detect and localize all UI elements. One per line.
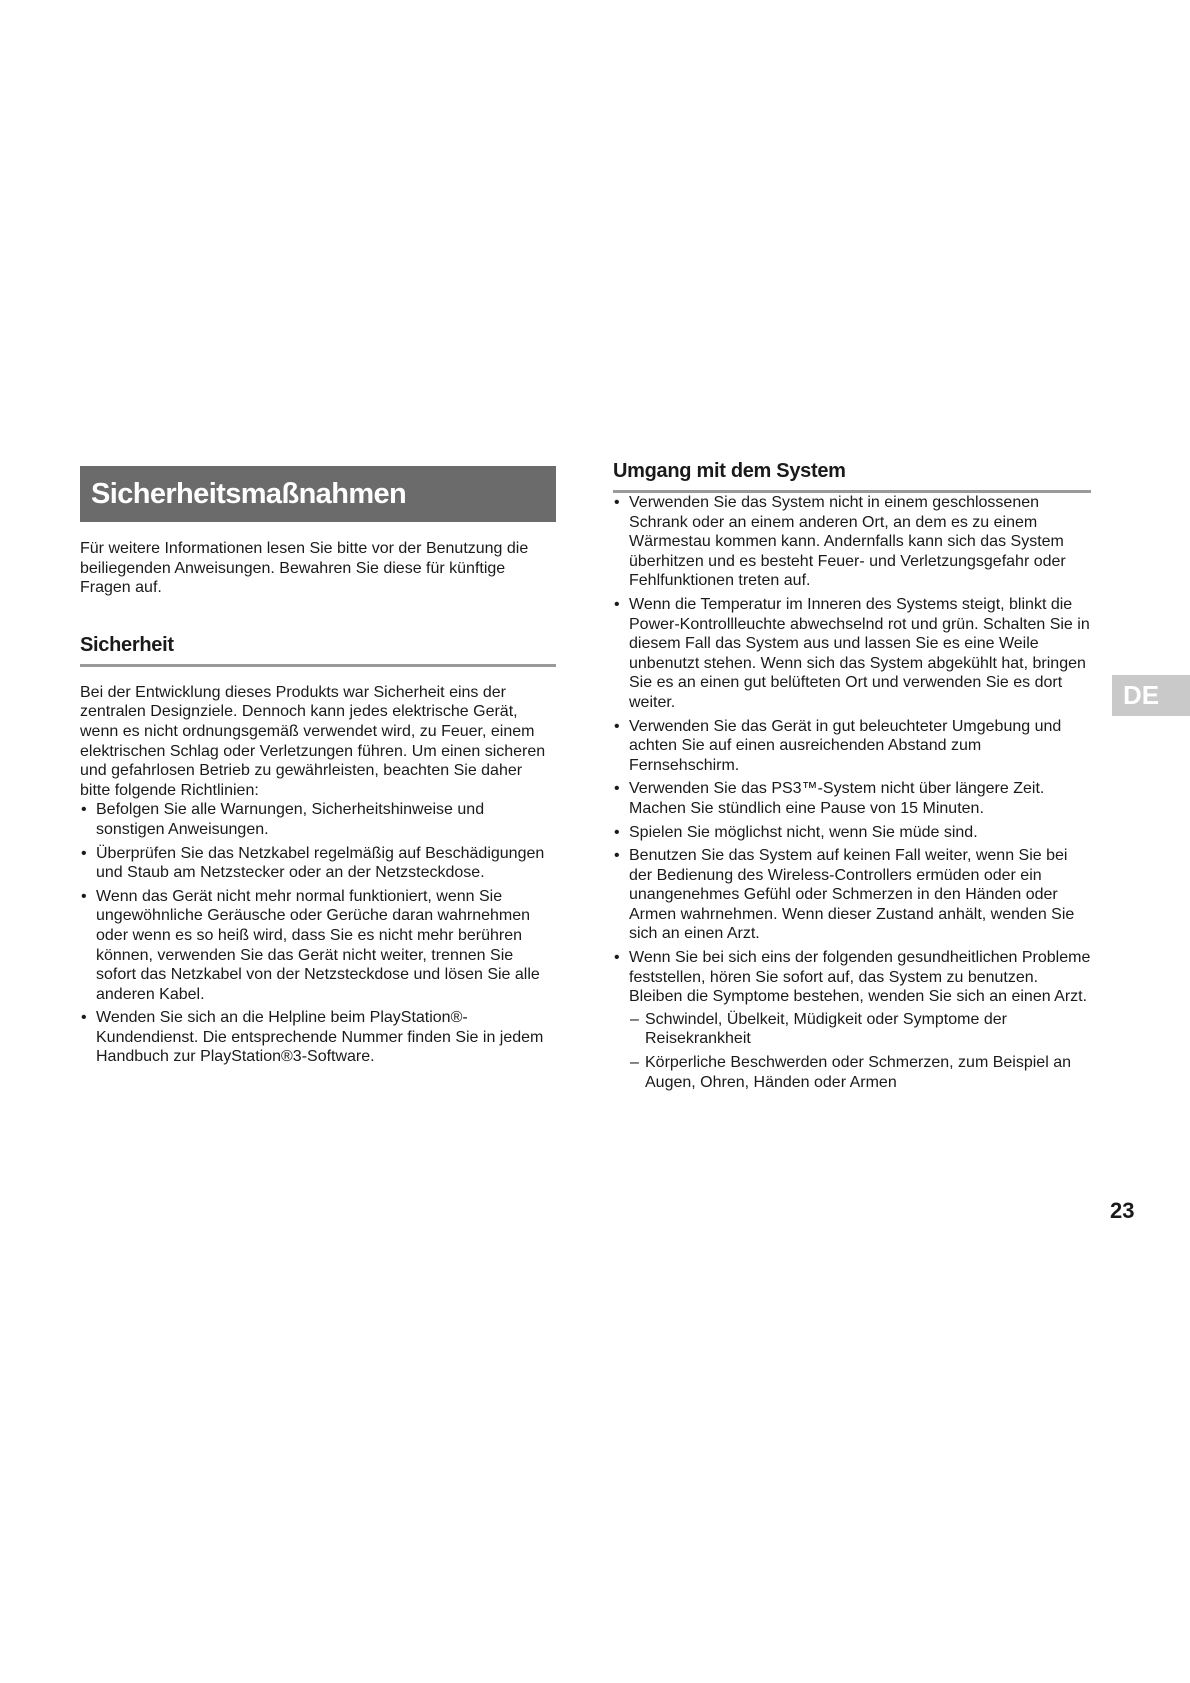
- list-item: • Wenn die Temperatur im Inneren des Systems steigt, blinkt die Power-Kontrollleuchte abwechselnd rot und grün. Schalten Sie in diesem Fall das System aus und lassen Sie es eine Weile unbenutzt stehen. Wenn sich das System abgekühlt hat, bringen Sie es an einen gut belüfteten Ort und verwenden Sie es dort weiter.: [613, 595, 1091, 713]
- list-item: • Verwenden Sie das System nicht in einem geschlossenen Schrank oder an einem anderen Ort, an dem es zu einem Wärmestau kommen kann. Andernfalls kann sich das System überhitzen und es besteht Feuer- und Verletzungsgefahr oder Fehlfunktionen treten auf.: [613, 493, 1091, 591]
- left-column: [80, 466, 556, 1071]
- section-heading-umgang: Umgang mit dem System: [613, 460, 1091, 493]
- list-item: • Befolgen Sie alle Warnungen, Sicherheitshinweise und sonstigen Anweisungen.: [80, 800, 556, 839]
- page-title: Sicherheitsmaßnahmen: [80, 466, 556, 522]
- sub-list-item: – Körperliche Beschwerden oder Schmerzen, zum Beispiel an Augen, Ohren, Händen oder Armen: [629, 1053, 1091, 1092]
- list-item-with-subitems: [613, 948, 1091, 1092]
- page-number: 23: [1110, 1198, 1135, 1223]
- list-item: • Überprüfen Sie das Netzkabel regelmäßig auf Beschädigungen und Staub am Netzstecker oder an der Netzsteckdose.: [80, 844, 556, 883]
- list-item: • Benutzen Sie das System auf keinen Fall weiter, wenn Sie bei der Bedienung des Wireless-Controllers ermüden oder ein unangenehmes Gefühl oder Schmerzen in den Händen oder Armen wahrnehmen. Wenn dieser Zustand anhält, wenden Sie sich an einen Arzt.: [613, 846, 1091, 944]
- safety-paragraph: Bei der Entwicklung dieses Produkts war Sicherheit eins der zentralen Designziele. Dennoch kann jedes elektrische Gerät, wenn es nicht ordnungsgemäß verwendet wird, zu Feuer, einem elektrischen Schlag oder Verletzungen führen. Um einen sicheren und gefahrlosen Betrieb zu gewährleisten, beachten Sie daher bitte folgende Richtlinien:: [80, 683, 546, 799]
- list-item: • Verwenden Sie das PS3™-System nicht über längere Zeit. Machen Sie stündlich eine Pause von 15 Minuten.: [613, 779, 1091, 818]
- safety-list: [80, 800, 556, 1067]
- language-tab: DE: [1112, 675, 1190, 716]
- list-item: • Wenn das Gerät nicht mehr normal funktioniert, wenn Sie ungewöhnliche Geräusche oder Gerüche daran wahrnehmen oder wenn es so heiß wird, dass Sie es nicht mehr berühren können, verwenden Sie das Gerät nicht weiter, trennen Sie sofort das Netzkabel von der Netzsteckdose und lösen Sie alle anderen Kabel.: [80, 887, 556, 1005]
- system-handling-list: [613, 493, 1091, 1092]
- right-column: [613, 460, 1091, 1096]
- sub-list-item: – Schwindel, Übelkeit, Müdigkeit oder Symptome der Reisekrankheit: [629, 1010, 1091, 1049]
- symptom-sublist: [629, 1010, 1091, 1092]
- list-item-text: Wenn Sie bei sich eins der folgenden gesundheitlichen Probleme feststellen, hören Sie sofort auf, das System zu benutzen. Bleiben die Symptome bestehen, wenden Sie sich an einen Arzt.: [629, 949, 1091, 1006]
- section-heading-sicherheit: Sicherheit: [80, 634, 556, 667]
- list-item: • Verwenden Sie das Gerät in gut beleuchteter Umgebung und achten Sie auf einen ausreichenden Abstand zum Fernsehschirm.: [613, 717, 1091, 776]
- intro-paragraph: Für weitere Informationen lesen Sie bitte vor der Benutzung die beiliegenden Anweisungen. Bewahren Sie diese für künftige Fragen auf.: [80, 540, 529, 597]
- list-item: • Spielen Sie möglichst nicht, wenn Sie müde sind.: [613, 823, 1091, 843]
- list-item: • Wenden Sie sich an die Helpline beim PlayStation®-Kundendienst. Die entsprechende Nummer finden Sie in jedem Handbuch zur PlayStation®3-Software.: [80, 1008, 556, 1067]
